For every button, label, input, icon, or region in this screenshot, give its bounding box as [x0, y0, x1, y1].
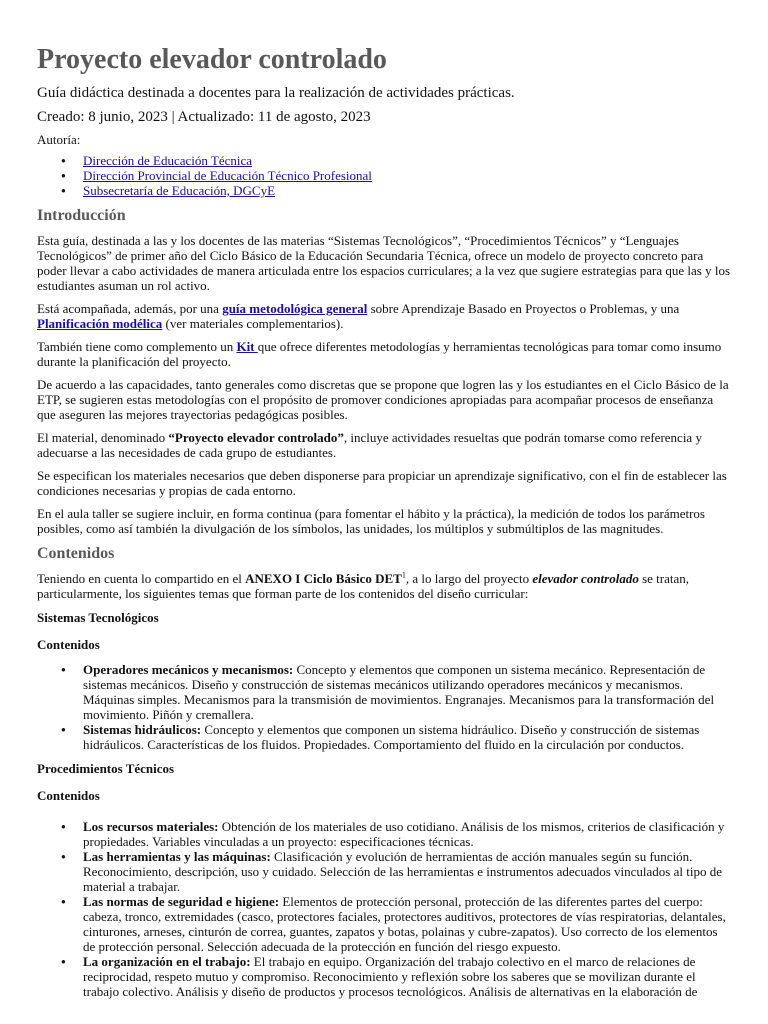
- intro-paragraph-3: También tiene como complemento un Kit que ofrece diferentes metodologías y herramientas tecnológicas para tomar como insumo durante la planificación del proyecto.: [37, 339, 722, 369]
- authorship-label: Autoría:: [37, 132, 81, 147]
- content-list-sistemas: [37, 662, 730, 752]
- intro-paragraph-1: Esta guía, destinada a las y los docentes de las materias “Sistemas Tecnológicos”, “Procedimientos Técnicos” y “Lenguajes Tecnológicos” de primer año del Ciclo Básico de la Educación Secundaria Técnica, ofrece un modelo de proyecto concreto para poder llevar a cabo actividades de manera articulada entre los espacios curriculares; a la vez que sugiere estrategias para que las y los estudiantes asuman un rol activo.: [37, 233, 731, 293]
- intro-paragraph-4: De acuerdo a las capacidades, tanto generales como discretas que se propone que logren las y los estudiantes en el Ciclo Básico de la ETP, se sugieren estas metodologías con el propósito de promover condiciones apropiadas para acompañar procesos de enseñanza que aseguren las mejores trayectorias pedagógicas posibles.: [37, 377, 729, 422]
- kit-link[interactable]: Kit: [236, 339, 258, 354]
- author-link-dpetp[interactable]: Dirección Provincial de Educación Técnico Profesional: [83, 168, 372, 183]
- section-subtitle-sistemas: Contenidos: [37, 637, 100, 652]
- intro-paragraph-7: En el aula taller se sugiere incluir, en forma continua (para fomentar el hábito y la práctica), la medición de todos los parámetros posibles, como así también la divulgación de los símbolos, las unidades, los múltiplos y submúltiplos de las magnitudes.: [37, 506, 705, 536]
- list-item: ● Las normas de seguridad e higiene: Elementos de protección personal, protección de las diferentes partes del cuerpo: cabeza, tronco, extremidades (casco, protectores faciales, protectores auditivos, protectores de vías respiratorias, delantales, cinturones, arneses, cinturón de correa, guantes, zapatos y botas, polainas y cubre-zapatos). Uso correcto de los elementos de protección personal. Selección adecuada de la protección en función del riesgo expuesto.: [83, 894, 730, 954]
- contents-heading: Contenidos: [37, 545, 115, 562]
- intro-heading: Introducción: [37, 207, 126, 224]
- intro-paragraph-2: Está acompañada, además, por una guía metodológica general sobre Aprendizaje Basado en Proyectos o Problemas, y una Planificación modélica (ver materiales complementarios).: [37, 301, 680, 331]
- list-item: ● Los recursos materiales: Obtención de los materiales de uso cotidiano. Análisis de los mismos, criterios de clasificación y propiedades. Variables vinculadas a un proyecto: especificaciones técnicas.: [83, 819, 730, 849]
- author-item[interactable]: [83, 153, 730, 168]
- methodology-guide-link[interactable]: guía metodológica general: [222, 301, 368, 316]
- author-item[interactable]: [83, 183, 730, 198]
- contents-paragraph-1: Teniendo en cuenta lo compartido en el ANEXO I Ciclo Básico DET$^1$, a lo largo del proyecto elevador controlado se tratan, particularmente, los siguientes temas que forman parte de los contenidos del diseño curricular:: [37, 570, 690, 601]
- author-list: [37, 153, 730, 198]
- page-subtitle: Guía didáctica destinada a docentes para la realización de actividades prácticas.: [37, 85, 515, 101]
- list-item: ● Sistemas hidráulicos: Concepto y elementos que componen un sistema hidráulico. Diseño y construcción de sistemas hidráulicos. Características de los fluidos. Propiedades. Comportamiento del fluido en la circulación por conductos.: [83, 722, 730, 752]
- author-link-subsecretaria[interactable]: Subsecretaría de Educación, DGCyE: [83, 183, 276, 198]
- content-list-procedimientos: [37, 819, 730, 999]
- model-planning-link[interactable]: Planificación modélica: [37, 316, 163, 331]
- author-item[interactable]: [83, 168, 730, 183]
- author-link-det[interactable]: Dirección de Educación Técnica: [83, 153, 253, 168]
- publication-dates: Creado: 8 junio, 2023 | Actualizado: 11 de agosto, 2023: [37, 109, 371, 125]
- footnote-ref[interactable]: 1: [401, 570, 406, 580]
- page-title: Proyecto elevador controlado: [37, 44, 387, 75]
- section-title-sistemas: Sistemas Tecnológicos: [37, 610, 159, 625]
- intro-paragraph-5: El material, denominado “Proyecto elevador controlado”, incluye actividades resueltas que podrán tomarse como referencia y adecuarse a las necesidades de cada grupo de estudiantes.: [37, 430, 702, 460]
- list-item: ● Operadores mecánicos y mecanismos: Concepto y elementos que componen un sistema mecánico. Representación de sistemas mecánicos. Diseño y construcción de sistemas mecánicos utilizando operadores mecánicos y mecanismos. Máquinas simples. Mecanismos para la transmisión de movimientos. Engranajes. Mecanismos para la transformación del movimiento. Piñón y cremallera.: [83, 662, 730, 722]
- intro-paragraph-6: Se especifican los materiales necesarios que deben disponerse para propiciar un aprendizaje significativo, con el fin de establecer las condiciones necesarias y propias de cada entorno.: [37, 468, 727, 498]
- section-subtitle-procedimientos: Contenidos: [37, 788, 100, 803]
- list-item: ● La organización en el trabajo: El trabajo en equipo. Organización del trabajo colectivo en el marco de relaciones de reciprocidad, respeto mutuo y compromiso. Reconocimiento y reflexión sobre los saberes que se movilizan durante el trabajo colectivo. Análisis y diseño de productos y procesos tecnológicos. Análisis de alternativas en la elaboración de: [83, 954, 730, 999]
- list-item: ● Las herramientas y las máquinas: Clasificación y evolución de herramientas de acción manuales según su función. Reconocimiento, descripción, uso y cuidado. Selección de las herramientas e instrumentos adecuados vinculados al tipo de material a trabajar.: [83, 849, 730, 894]
- section-title-procedimientos: Procedimientos Técnicos: [37, 761, 175, 776]
